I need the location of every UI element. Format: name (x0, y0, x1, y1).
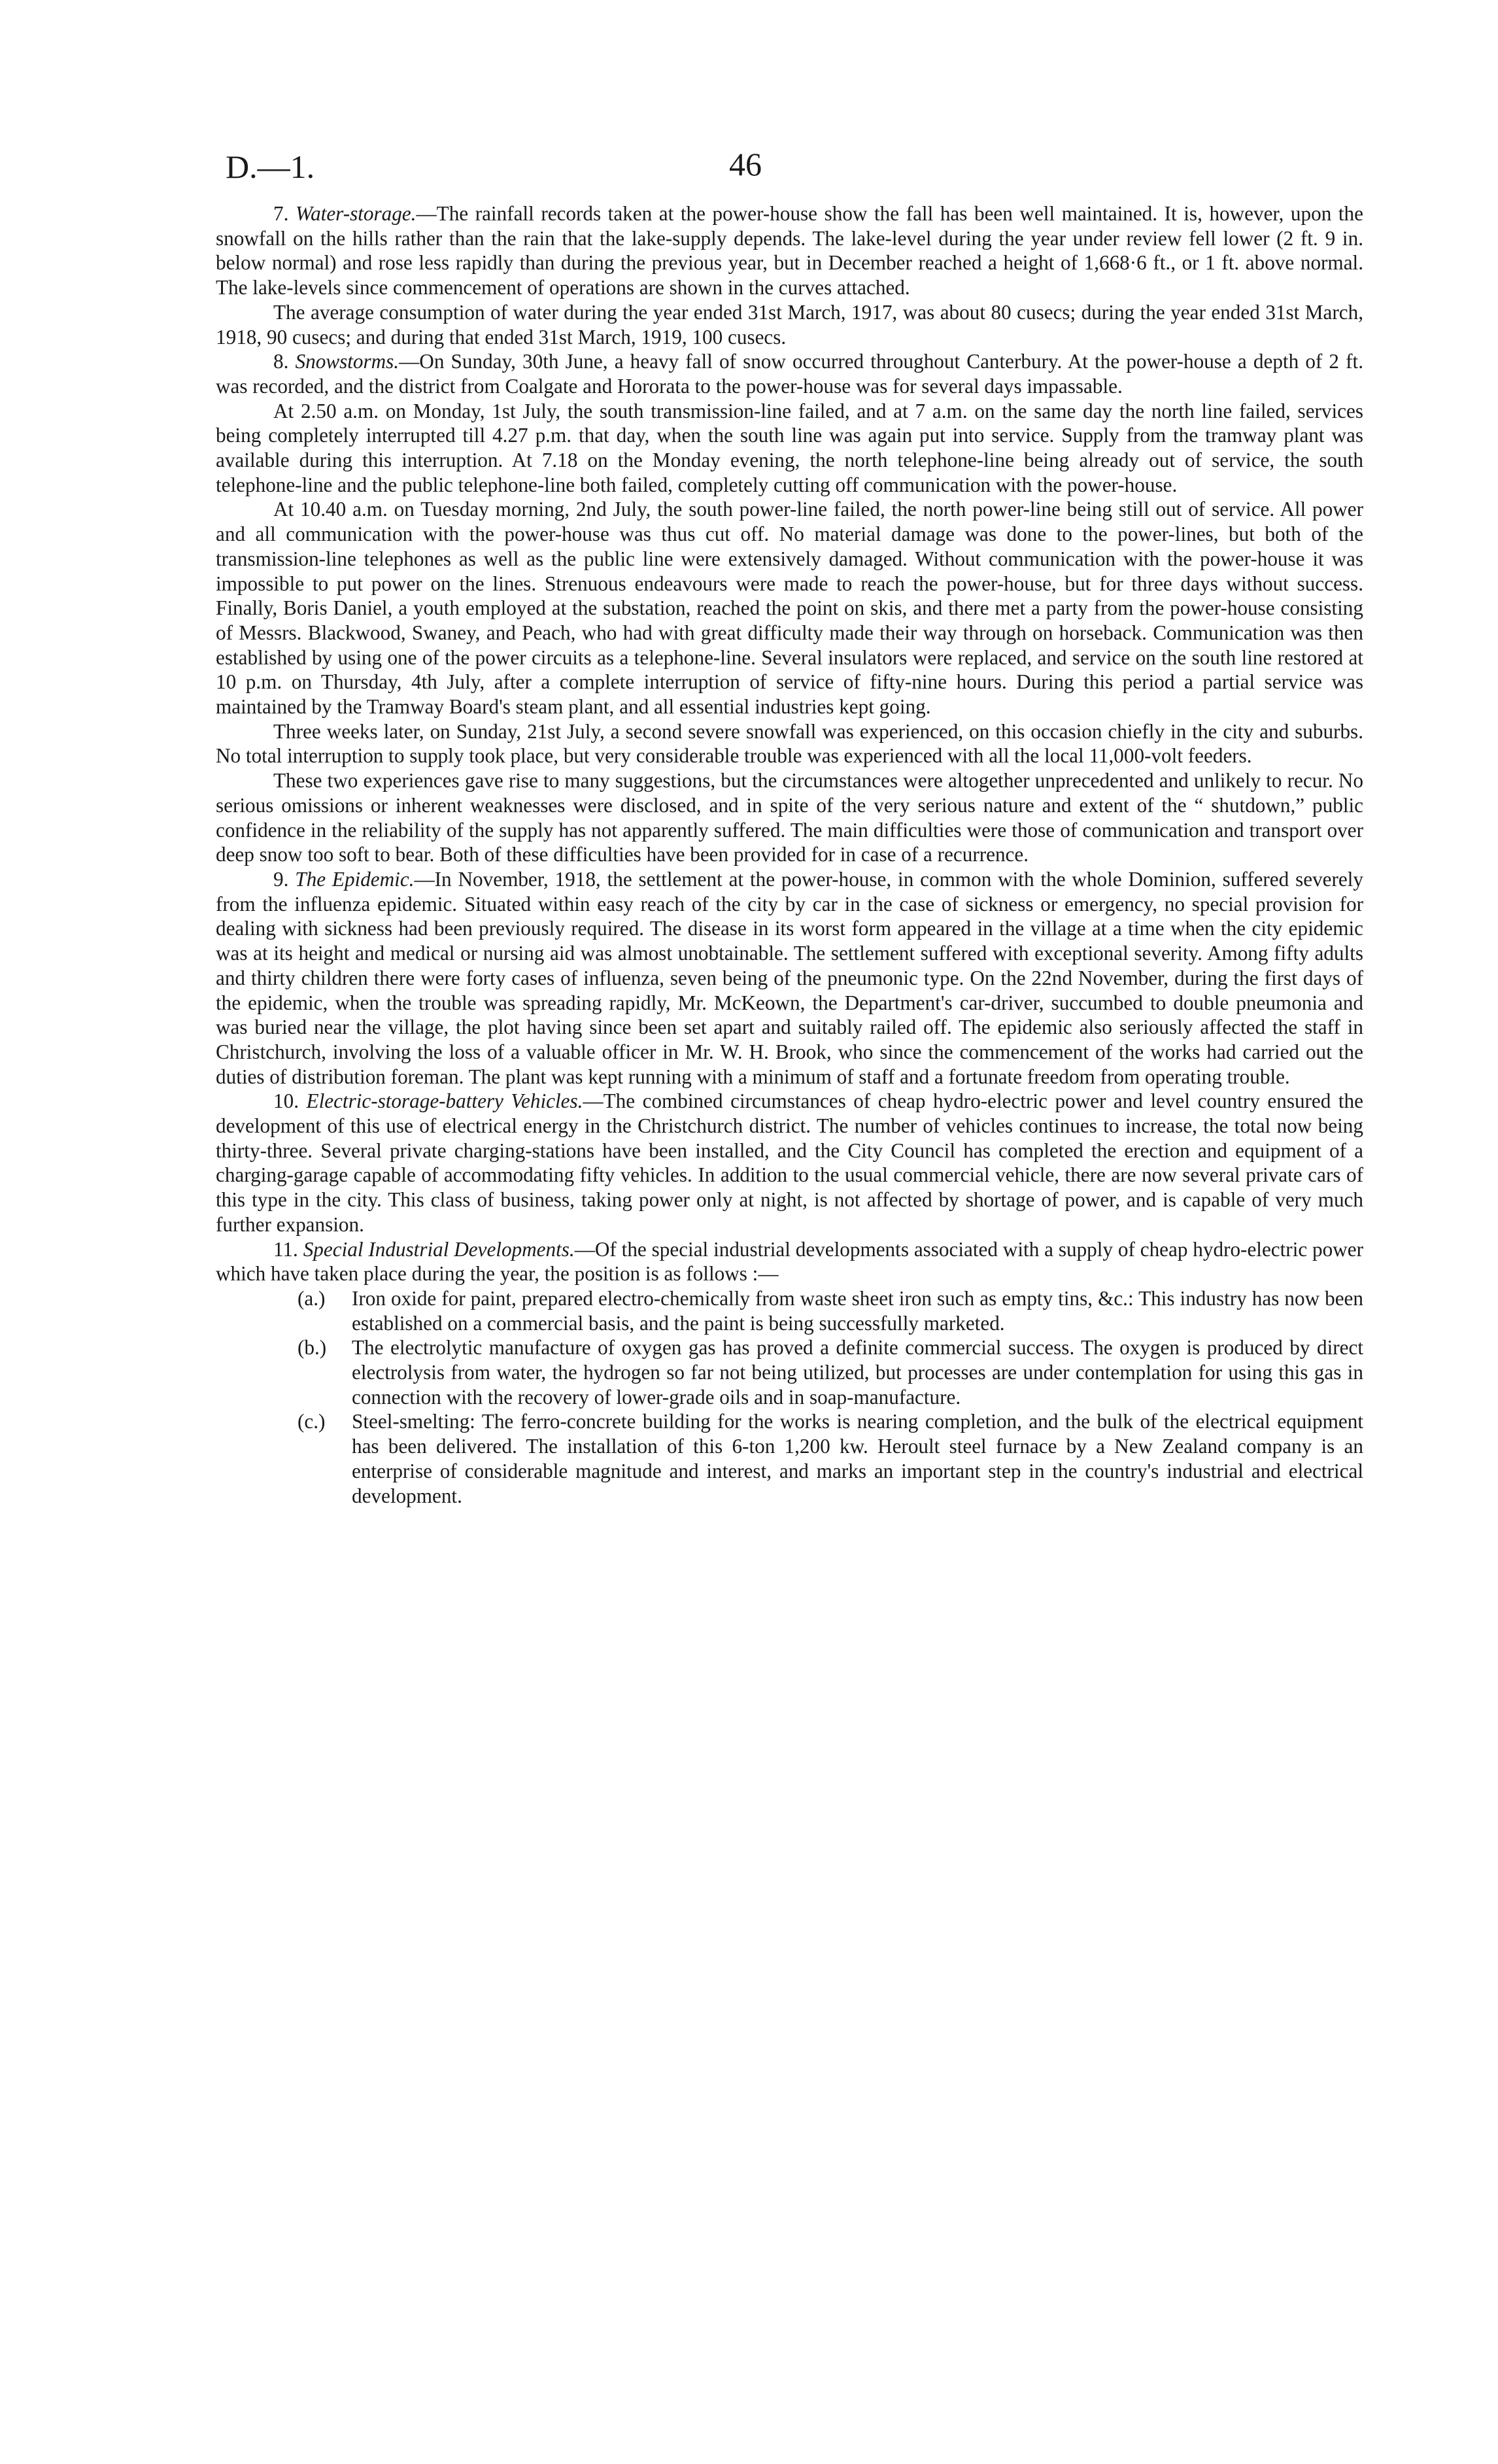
paragraph-text: —On Sunday, 30th June, a heavy fall of snow occurred throughout Canterbury. At the power-house a depth of 2 ft. was recorded, and the district from Coalgate and Hororata to the power-house was for several days impassable. (216, 350, 1364, 398)
document-reference: D.—1. (226, 148, 315, 185)
section-heading: Water-storage. (295, 202, 417, 225)
paragraph-text: —Of the special industrial developments associated with a supply of cheap hydro-electric power which have taken place during the year, the position is as follows :— (216, 1237, 1363, 1286)
paragraph-water-consumption (216, 300, 1363, 349)
list-item-text: Steel-smelting: The ferro-concrete building for the works is nearing completion, and the bulk of the electrical equipment has been delivered. The installation of this 6-ton 1,200 kw. Heroult steel furnace by a New Zealand company is an enterprise of considerable magnitude and interest, and marks an important step in the country's industrial and electrical development. (352, 1410, 1363, 1507)
section-number: 10. (273, 1089, 307, 1113)
section-number: 7. (273, 202, 296, 225)
section-heading: Special Industrial Developments. (303, 1237, 575, 1261)
paragraph-text: —The combined circumstances of cheap hydro-electric power and level country ensured the development of this use of electrical energy in the Christchurch district. The number of vehicles continues to increase, the total now being thirty-three. Several private charging-stations have been installed, and the City Council has completed the erection and equipment of a charging-garage capable of accommodating fifty vehicles. In addition to the usual commercial vehicle, there are now several private cars of this type in the city. This class of business, taking power only at night, is not affected by shortage of power, and is capable of very much further expansion. (216, 1089, 1363, 1236)
paragraph-water-storage (216, 201, 1363, 300)
paragraph-text: The average consumption of water during the year ended 31st March, 1917, was about 80 cusecs; during the year ended 31st March, 1918, 90 cusecs; and during that ended 31st March, 1919, 100 cusecs. (216, 300, 1363, 349)
paragraph-text: Three weeks later, on Sunday, 21st July, a second severe snowfall was experienced, on this occasion chiefly in the city and suburbs. No total interruption to supply took place, but very considerable trouble was experienced with all the local 11,000-volt feeders. (216, 719, 1363, 768)
list-item-label: (a.) (298, 1286, 326, 1310)
paragraph-text: —In November, 1918, the settlement at the power-house, in common with the whole Dominion, suffered severely from the influenza epidemic. Situated within easy reach of the city by car in the case of sickness or emergency, no special provision for dealing with sickness had been previously required. The disease in its worst form appeared in the village at a time when the city epidemic was at its height and medical or nursing aid was almost unobtainable. The settlement suffered with exceptional severity. Among fifty adults and thirty children there were forty cases of influenza, seven being of the pneumonic type. On the 22nd November, during the first days of the epidemic, when the trouble was spreading rapidly, Mr. McKeown, the Department's car-driver, succumbed to double pneumonia and was buried near the village, the plot having since been set apart and suitably railed off. The epidemic also seriously affected the staff in Christchurch, involving the loss of a valuable officer in Mr. W. H. Brook, who since the commencement of the works had carried out the duties of distribution foreman. The plant was kept running with a minimum of staff and a fortunate freedom from operating trouble. (216, 867, 1364, 1088)
list-item-label: (b.) (298, 1336, 327, 1360)
paragraph-battery-vehicles (216, 1089, 1363, 1237)
paragraph-text: These two experiences gave rise to many suggestions, but the circumstances were altogether unprecedented and unlikely to recur. No serious omissions or inherent weaknesses were disclosed, and in spite of the very serious nature and extent of the “ shutdown,” public confidence in the reliability of the supply has not apparently suffered. The main difficulties were those of communication and transport over deep snow too soft to bear. Both of these difficulties have been provided for in case of a recurrence. (216, 769, 1363, 866)
section-heading: Snowstorms. (295, 350, 400, 373)
paragraph-text: At 10.40 a.m. on Tuesday morning, 2nd July, the south power-line failed, the north power-line being still out of service. All power and all communication with the power-house was thus cut off. No material damage was done to the power-lines, but both of the transmission-line telephones as well as the public line were extensively damaged. Without communication with the power-house it was impossible to put power on the lines. Strenuous endeavours were made to reach the power-house, but for three days without success. Finally, Boris Daniel, a youth employed at the substation, reached the point on skis, and there met a party from the power-house consisting of Messrs. Blackwood, Swaney, and Peach, who had with great difficulty made their way through on horseback. Communication was then established by using one of the power circuits as a telephone-line. Several insulators were replaced, and service on the south line restored at 10 p.m. on Thursday, 4th July, after a complete interruption of service of fifty-nine hours. During this period a partial service was maintained by the Tramway Board's steam plant, and all essential industries kept going. (216, 498, 1363, 719)
list-item (298, 1335, 1363, 1409)
page-number: 46 (729, 146, 762, 182)
list-item-label: (c.) (298, 1410, 326, 1433)
list-item-text: The electrolytic manufacture of oxygen gas has proved a definite commercial success. The oxygen is produced by direct electrolysis from water, the hydrogen so far not being utilized, but processes are under contemplation for using this gas in connection with the recovery of lower-grade oils and in soap-manufacture. (352, 1336, 1363, 1409)
section-number: 8. (273, 350, 296, 373)
section-number: 11. (273, 1237, 303, 1261)
paragraph-industrial-developments (216, 1237, 1363, 1286)
paragraph-text: —The rainfall records taken at the power-house show the fall has been well maintained. It is, however, upon the snowfall on the hills rather than the rain that the lake-supply depends. The lake-level during the year under review fell lower (2 ft. 9 in. below normal) and rose less rapidly than during the previous year, but in December reached a height of 1,668·6 ft., or 1 ft. above normal. The lake-levels since commencement of operations are shown in the curves attached. (216, 202, 1363, 299)
page-body (216, 201, 1363, 1508)
list-item (298, 1409, 1363, 1508)
section-heading: Electric-storage-battery Vehicles. (306, 1089, 583, 1113)
paragraph-text: At 2.50 a.m. on Monday, 1st July, the south transmission-line failed, and at 7 a.m. on the same day the north line failed, services being completely interrupted till 4.27 p.m. that day, when the south line was again put into service. Supply from the tramway plant was available during this interruption. At 7.18 on the Monday evening, the north telephone-line being already out of service, the south telephone-line and the public telephone-line both failed, completely cutting off communication with the power-house. (216, 399, 1363, 496)
paragraph-snowstorms (216, 349, 1363, 398)
paragraph-second-snowfall (216, 719, 1363, 768)
list-item (298, 1286, 1363, 1335)
section-heading: The Epidemic. (295, 867, 415, 891)
paragraph-experiences (216, 768, 1363, 867)
paragraph-line-failure (216, 399, 1363, 498)
list-item-text: Iron oxide for paint, prepared electro-chemically from waste sheet iron such as empty tins, &c.: This industry has now been established on a commercial basis, and the paint is being successfully marketed. (352, 1286, 1363, 1335)
paragraph-epidemic (216, 867, 1363, 1089)
development-list (298, 1286, 1363, 1508)
paragraph-power-cut (216, 497, 1363, 719)
section-number: 9. (273, 867, 296, 891)
